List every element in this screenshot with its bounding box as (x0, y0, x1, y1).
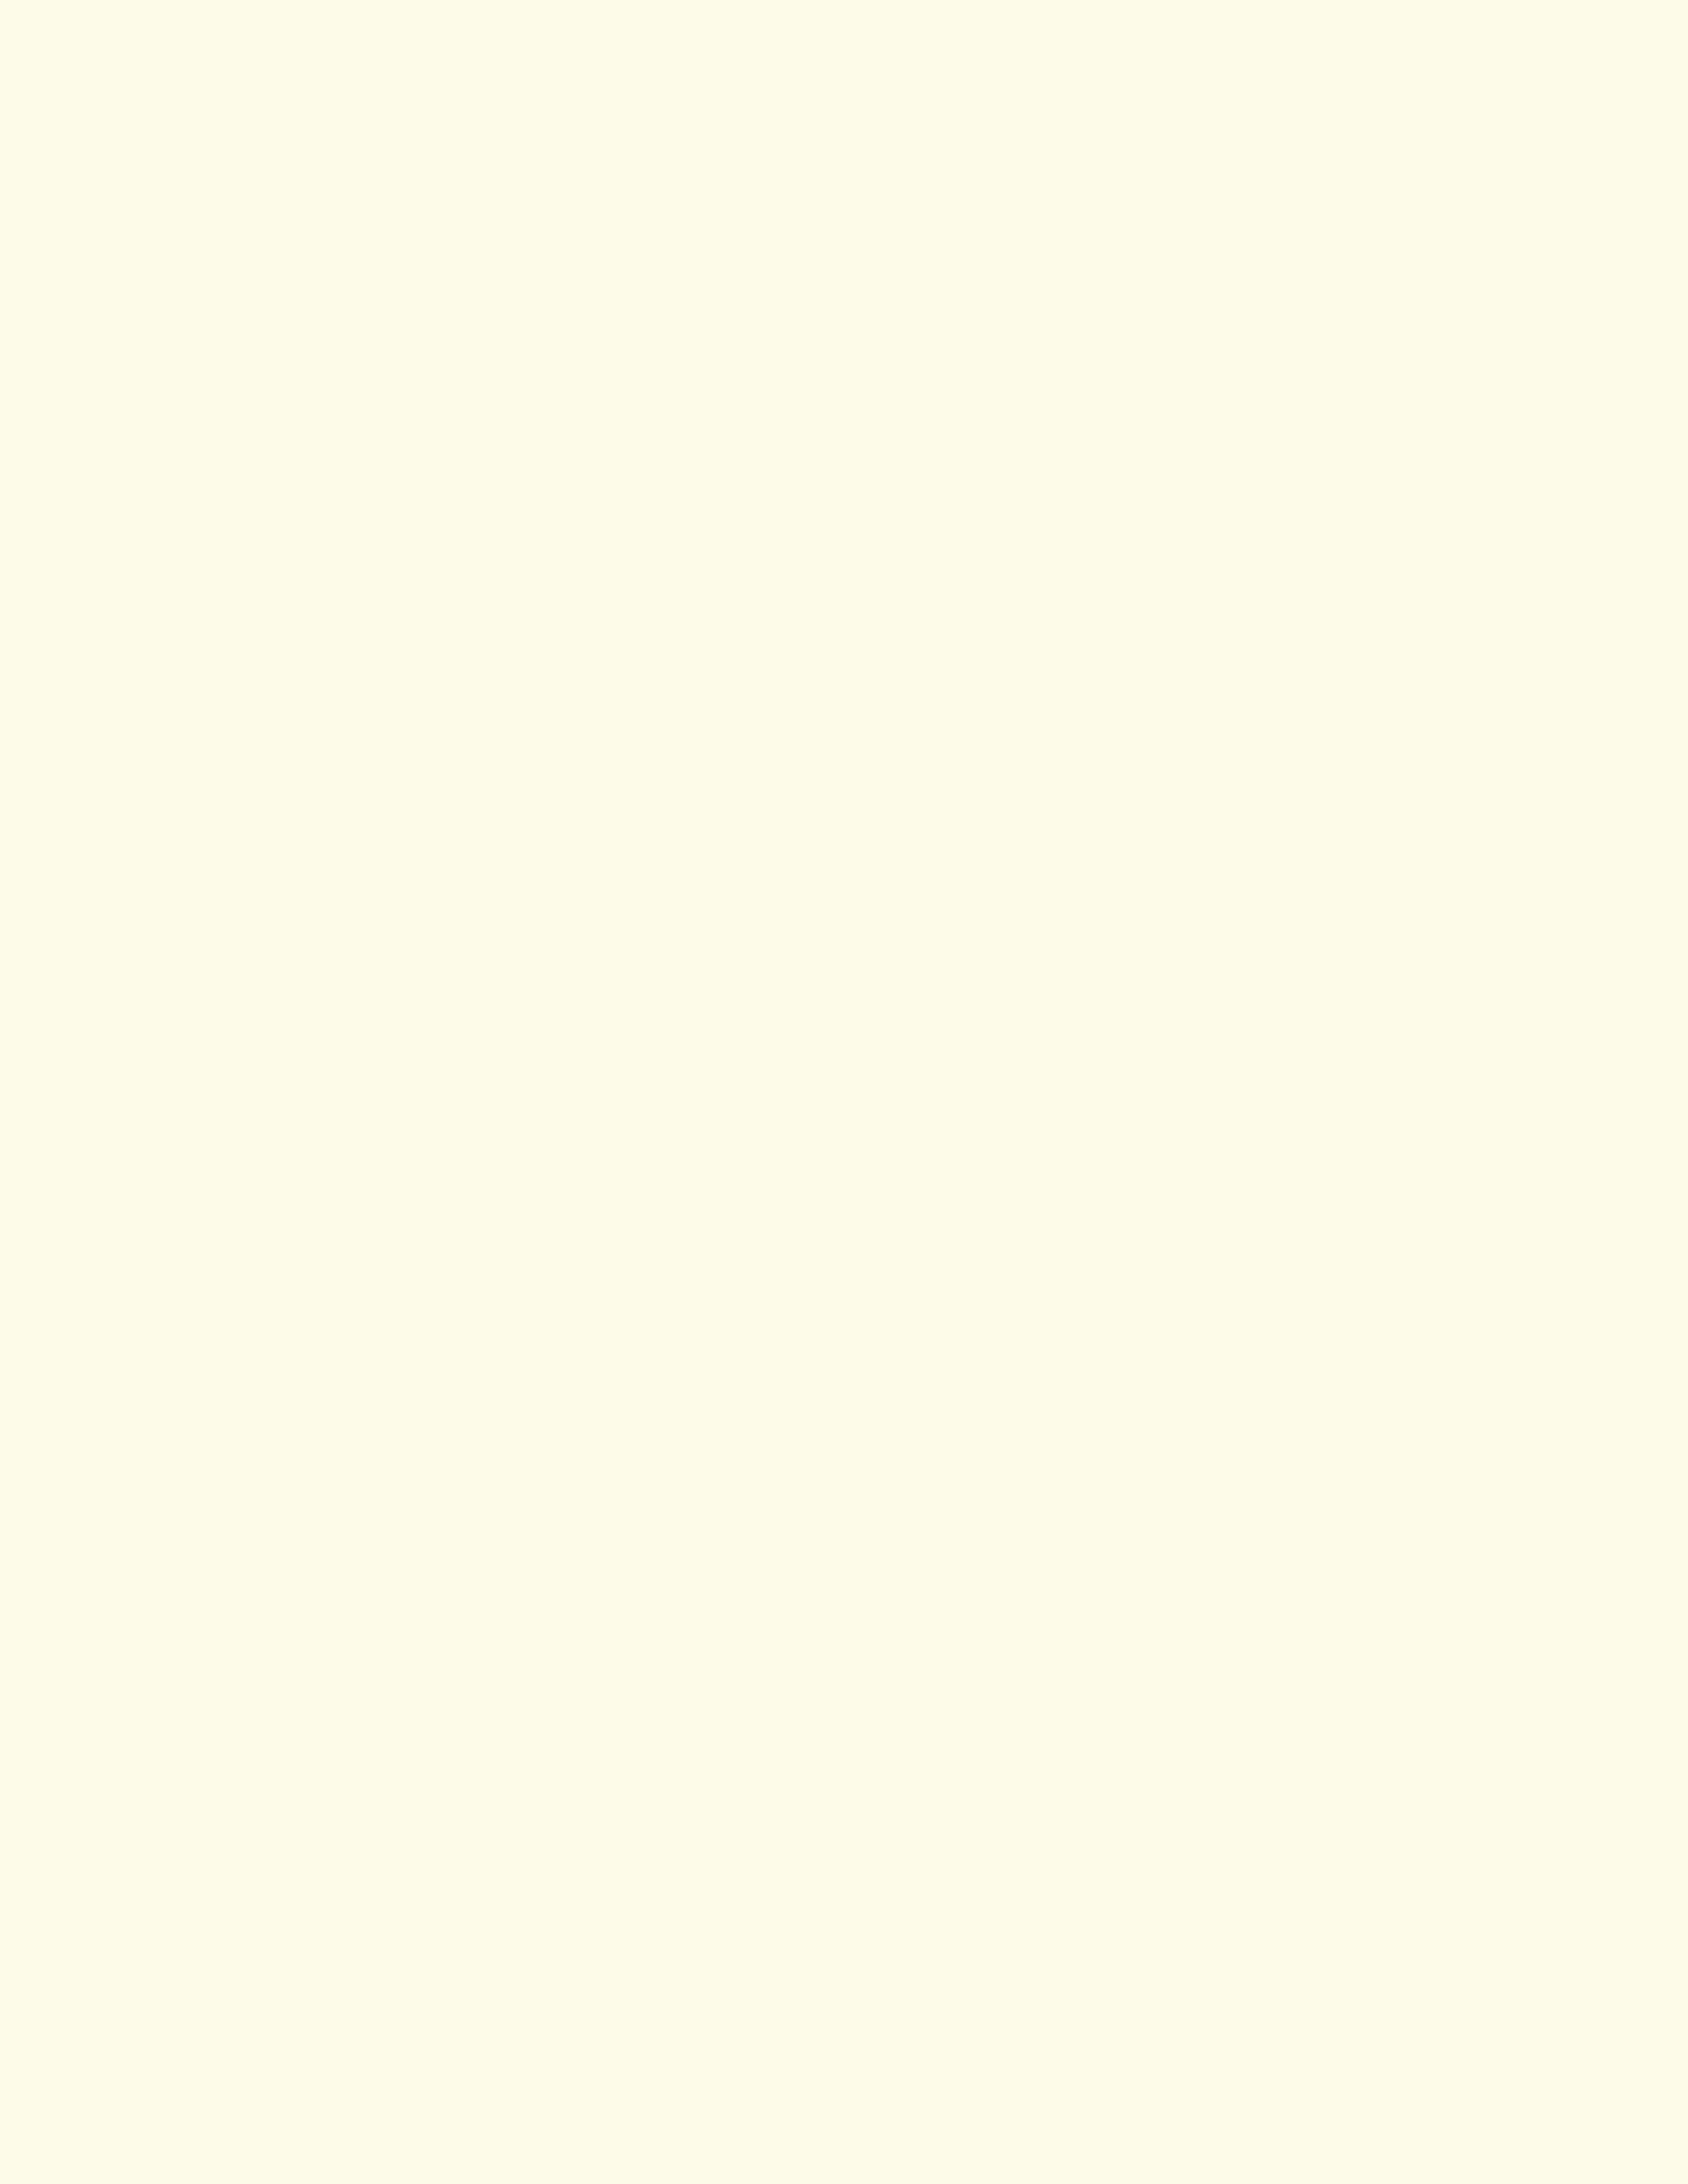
pronunciation-legend (258, 2032, 1582, 2109)
legend-row-2 (258, 2070, 1582, 2109)
legend-row-1 (258, 2032, 1582, 2070)
